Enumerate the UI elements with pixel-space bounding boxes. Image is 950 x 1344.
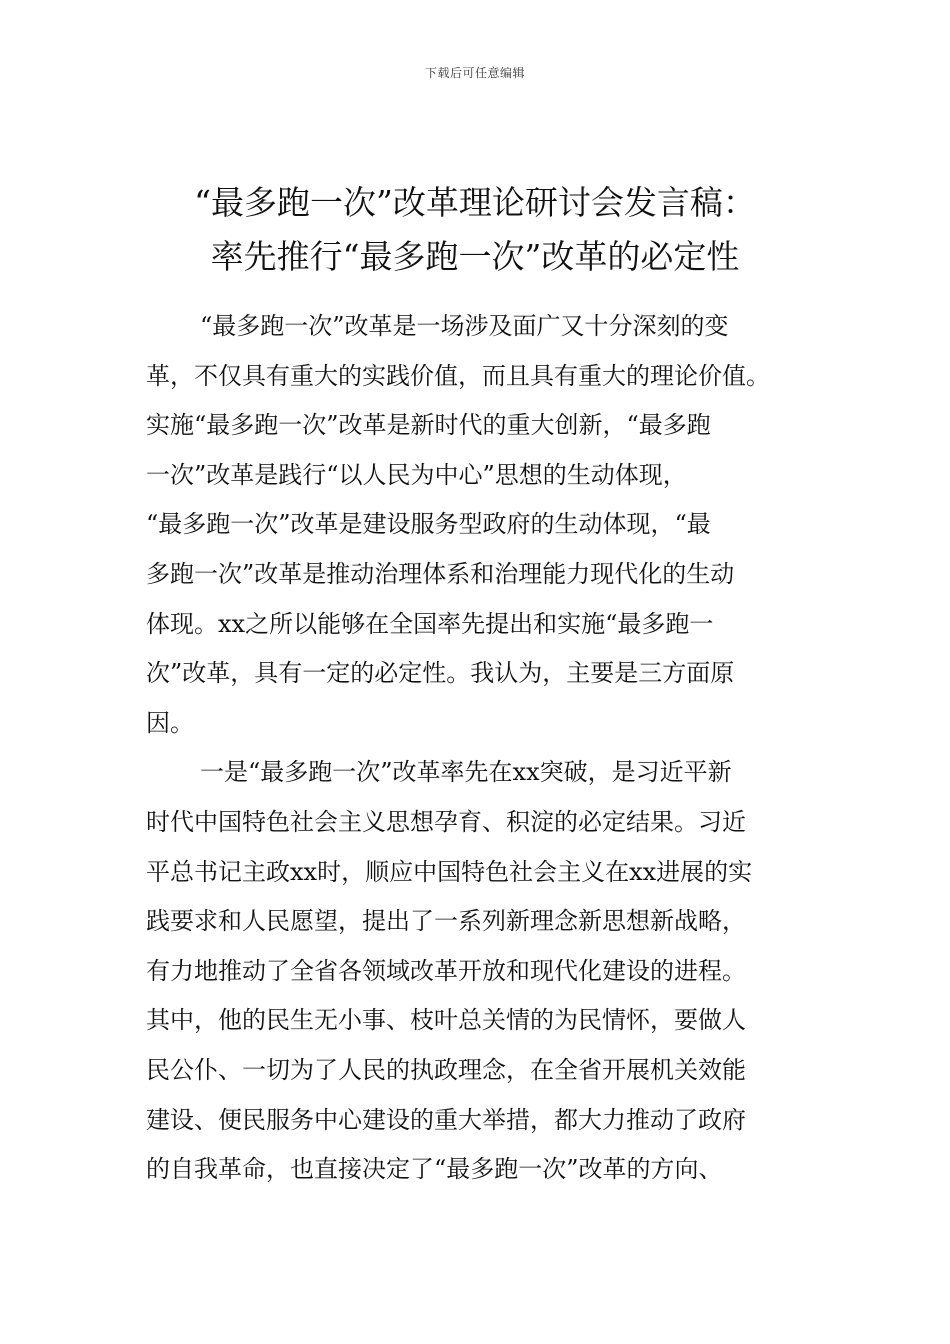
paragraph-2-line: 建设、便民服务中心建设的重大举措，都大力推动了政府 bbox=[146, 1105, 746, 1134]
document-body bbox=[146, 302, 810, 1195]
paragraph-1-line: 因。 bbox=[146, 708, 194, 737]
paragraph-2-line: 民公仆、一切为了人民的执政理念，在全省开展机关效能 bbox=[146, 1055, 746, 1084]
paragraph-1-line: 一次”改革是践行“以人民为中心”思想的生动体现， bbox=[146, 460, 687, 489]
document-title bbox=[120, 176, 830, 284]
paragraph-2-line: 其中，他的民生无小事、枝叶总关情的为民情怀，要做人 bbox=[146, 1006, 746, 1035]
paragraph-1-line: “最多跑一次”改革是一场涉及面广又十分深刻的变 bbox=[200, 312, 729, 340]
paragraph-2-line: 一是“最多跑一次”改革率先在xx突破，是习近平新 bbox=[200, 758, 732, 787]
paragraph-2-line: 平总书记主政xx时，顺应中国特色社会主义在xx进展的实 bbox=[146, 857, 753, 886]
paragraph-1-line: 实施“最多跑一次”改革是新时代的重大创新，“最多跑 bbox=[146, 411, 711, 440]
paragraph-2 bbox=[146, 748, 810, 1194]
paragraph-2-line: 有力地推动了全省各领域改革开放和现代化建设的进程。 bbox=[146, 956, 746, 985]
paragraph-1-line: “最多跑一次”改革是建设服务型政府的生动体现，“最 bbox=[146, 510, 711, 539]
paragraph-2-line: 时代中国特色社会主义思想孕育、积淀的必定结果。习近 bbox=[146, 807, 746, 836]
paragraph-1-line: 体现。xx之所以能够在全国率先提出和实施“最多跑一 bbox=[146, 609, 714, 638]
paragraph-2-line: 的自我革命，也直接决定了“最多跑一次”改革的方向、 bbox=[146, 1155, 723, 1184]
paragraph-1-line: 多跑一次”改革是推动治理体系和治理能力现代化的生动 bbox=[146, 559, 735, 588]
paragraph-2-line: 践要求和人民愿望，提出了一系列新理念新思想新战略， bbox=[146, 907, 746, 936]
title-line-1: “最多跑一次”改革理论研讨会发言稿： bbox=[194, 183, 756, 222]
page-header-note: 下载后可任意编辑 bbox=[424, 66, 525, 80]
title-line-2: 率先推行“最多跑一次”改革的必定性 bbox=[210, 237, 740, 276]
paragraph-1-line: 次”改革，具有一定的必定性。我认为，主要是三方面原 bbox=[146, 659, 735, 688]
paragraph-1-line: 革，不仅具有重大的实践价值，而且具有重大的理论价值。 bbox=[146, 361, 770, 390]
paragraph-1 bbox=[146, 302, 810, 748]
